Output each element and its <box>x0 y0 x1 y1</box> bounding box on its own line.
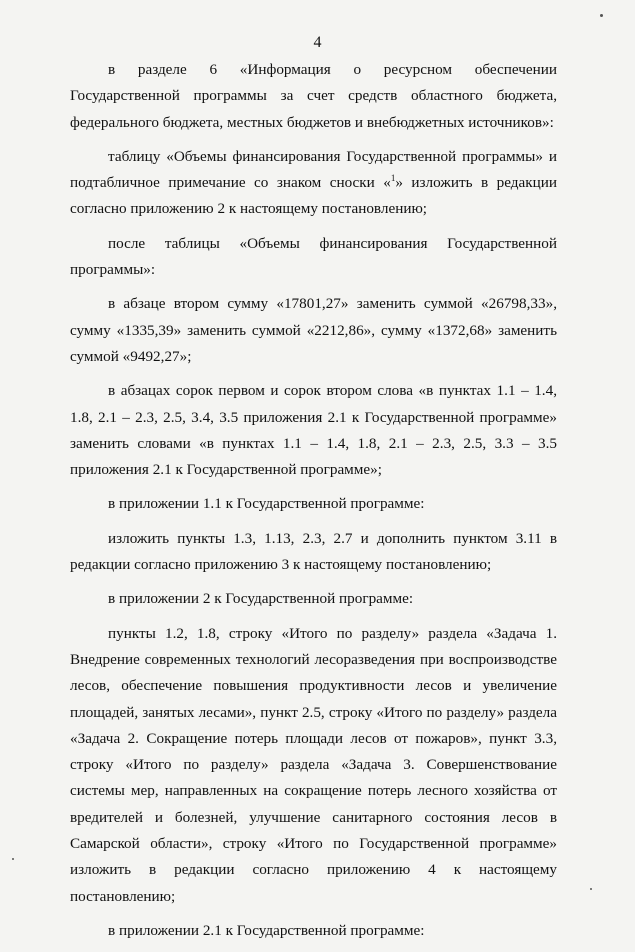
paragraph-financing-table-part1: таблицу «Объемы финансирования Государственной программы» и подтабличное примечание со знаком сноски « <box>70 147 557 192</box>
paragraph-section-6: в разделе 6 «Информация о ресурсном обеспечении Государственной программы за счет средств областного бюджета, федерального бюджета, местных бюджетов и внебюджетных источников»: <box>70 61 557 131</box>
paragraph-financing-table <box>70 144 557 223</box>
footnote-mark: 1 <box>390 173 396 184</box>
paragraph-appendix-2-1: в приложении 2.1 к Государственной программе: <box>108 921 425 939</box>
scan-speck <box>600 14 603 17</box>
paragraph-after-table: после таблицы «Объемы финансирования Государственной программы»: <box>70 234 557 279</box>
paragraph-appendix-1-1: в приложении 1.1 к Государственной программе: <box>108 495 425 513</box>
paragraph-financing-table-part2: » изложить в редакции согласно приложению 2 к настоящему постановлению; <box>70 174 557 218</box>
scan-speck <box>12 858 14 860</box>
paragraph-paragraphs-41-42: в абзацах сорок первом и сорок втором слова «в пунктах 1.1 – 1.4, 1.8, 2.1 – 2.3, 2.5, 3.4, 3.5 приложения 2.1 к Государственной программе» заменить словами «в пунктах 1.1 – 1.4, 1.8, 2.1 – 2.3, 2.5, 3.3 – 3.5 приложения 2.1 к Государственной программе»; <box>70 382 557 479</box>
page-number: 4 <box>313 34 322 51</box>
scan-speck <box>590 888 592 890</box>
paragraph-appendix-2: в приложении 2 к Государственной программе: <box>108 590 414 608</box>
paragraph-paragraph-two-sums: в абзаце втором сумму «17801,27» заменить суммой «26798,33», сумму «1335,39» заменить суммой «2212,86», сумму «1372,68» заменить суммой «9492,27»; <box>70 295 557 365</box>
document-body <box>70 57 557 952</box>
paragraph-items-edit: изложить пункты 1.3, 1.13, 2.3, 2.7 и дополнить пунктом 3.11 в редакции согласно приложению 3 к настоящему постановлению; <box>70 529 557 574</box>
paragraph-items-tasks: пункты 1.2, 1.8, строку «Итого по разделу» раздела «Задача 1. Внедрение современных технологий лесоразведения при воспроизводстве лесов, обеспечение повышения продуктивности лесов и увеличение площадей, занятых лесами», пункт 2.5, строку «Итого по разделу» раздела «Задача 2. Сокращение потерь площади лесов от пожаров», пункт 3.3, строку «Итого по разделу» раздела «Задача 3. Совершенствование системы мер, направленных на сокращение потерь лесного хозяйства от вредителей и болезней, улучшение санитарного состояния лесов в Самарской области», строку «Итого по Государственной программе» изложить в редакции согласно приложению 4 к настоящему постановлению; <box>70 624 557 905</box>
